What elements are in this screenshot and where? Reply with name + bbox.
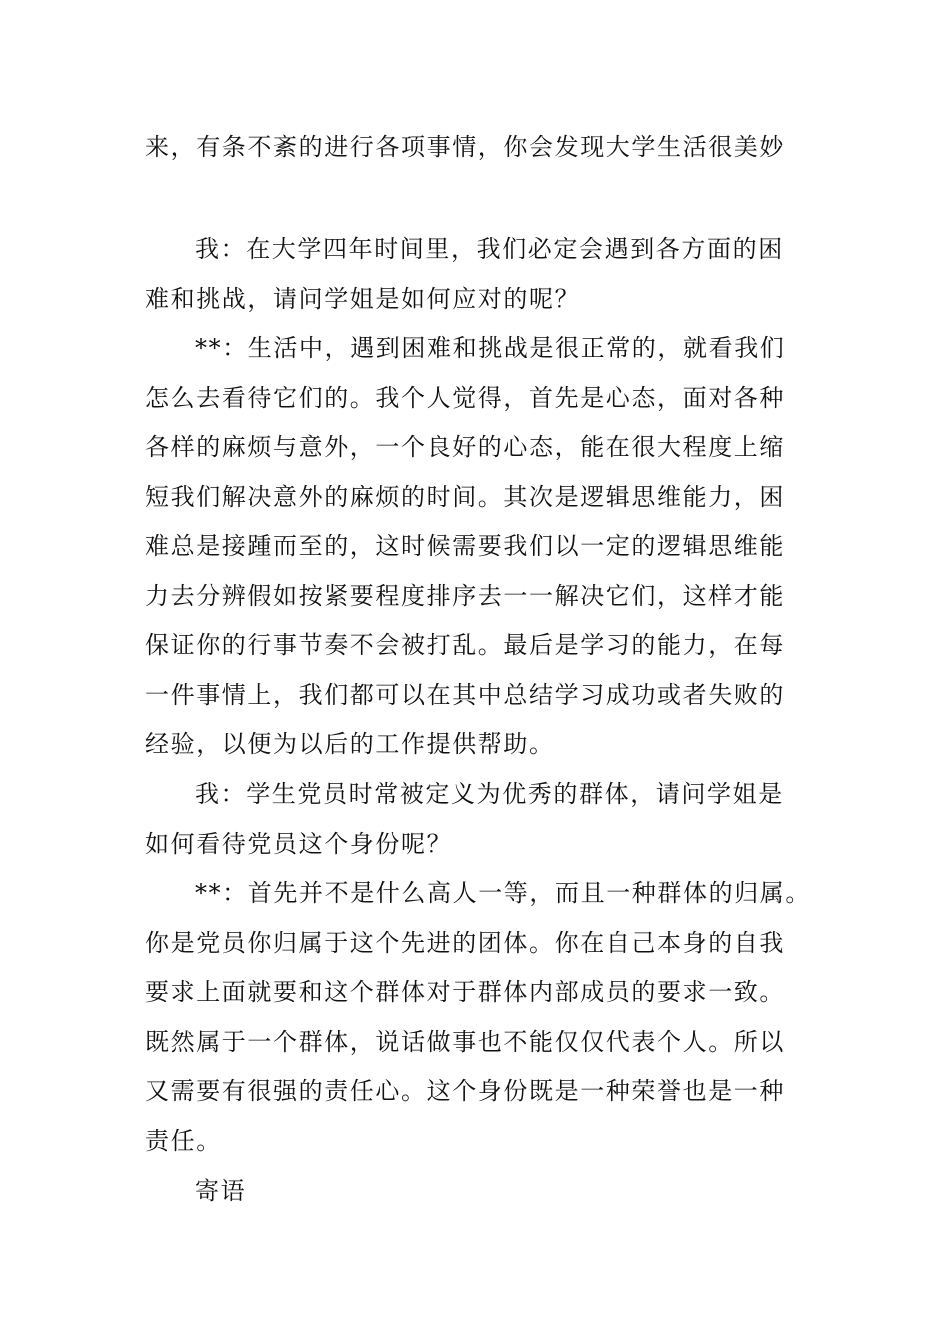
text-line: 难总是接踵而至的，这时候需要我们以一定的逻辑思维能 — [145, 532, 785, 560]
text-line: 保证你的行事节奏不会被打乱。最后是学习的能力，在每 — [145, 631, 785, 659]
text-line: 我：在大学四年时间里，我们必定会遇到各方面的困 — [195, 235, 784, 263]
answer-paragraph-1 — [145, 324, 810, 770]
text-line: 各样的麻烦与意外，一个良好的心态，能在很大程度上缩 — [145, 433, 785, 461]
section-heading: 寄语 — [195, 1177, 247, 1205]
text-line: 来，有条不紊的进行各项事情，你会发现大学生活很美妙 — [145, 133, 785, 161]
text-line: 又需要有很强的责任心。这个身份既是一种荣誉也是一种 — [145, 1077, 785, 1105]
text-line: 力去分辨假如按紧要程度排序去一一解决它们，这样才能 — [145, 581, 785, 610]
text-line: 要求上面就要和这个群体对于群体内部成员的要求一致。 — [145, 978, 785, 1006]
closing-heading — [145, 1167, 810, 1217]
question-paragraph-1 — [145, 225, 810, 324]
text-line: 经验，以便为以后的工作提供帮助。 — [145, 730, 555, 758]
text-line: 如何看待党员这个身份呢？ — [145, 829, 453, 858]
text-line: **：生活中，遇到困难和挑战是很正常的，就看我们 — [195, 334, 786, 362]
answer-paragraph-2 — [145, 869, 810, 1166]
continuation-paragraph — [145, 123, 810, 173]
text-line: **：首先并不是什么高人一等，而且一种群体的归属。 — [195, 879, 811, 907]
text-line: 你是党员你归属于这个先进的团体。你在自己本身的自我 — [145, 928, 785, 957]
question-paragraph-2 — [145, 770, 810, 869]
text-line: 我：学生党员时常被定义为优秀的群体，请问学姐是 — [195, 780, 784, 808]
text-line: 短我们解决意外的麻烦的时间。其次是逻辑思维能力，困 — [145, 482, 785, 511]
text-line: 难和挑战，请问学姐是如何应对的呢？ — [145, 284, 581, 313]
text-line: 既然属于一个群体，说话做事也不能仅仅代表个人。所以 — [145, 1027, 785, 1056]
text-line: 怎么去看待它们的。我个人觉得，首先是心态，面对各种 — [145, 383, 785, 412]
text-line: 责任。 — [145, 1126, 222, 1155]
text-line: 一件事情上，我们都可以在其中总结学习成功或者失败的 — [145, 680, 785, 709]
